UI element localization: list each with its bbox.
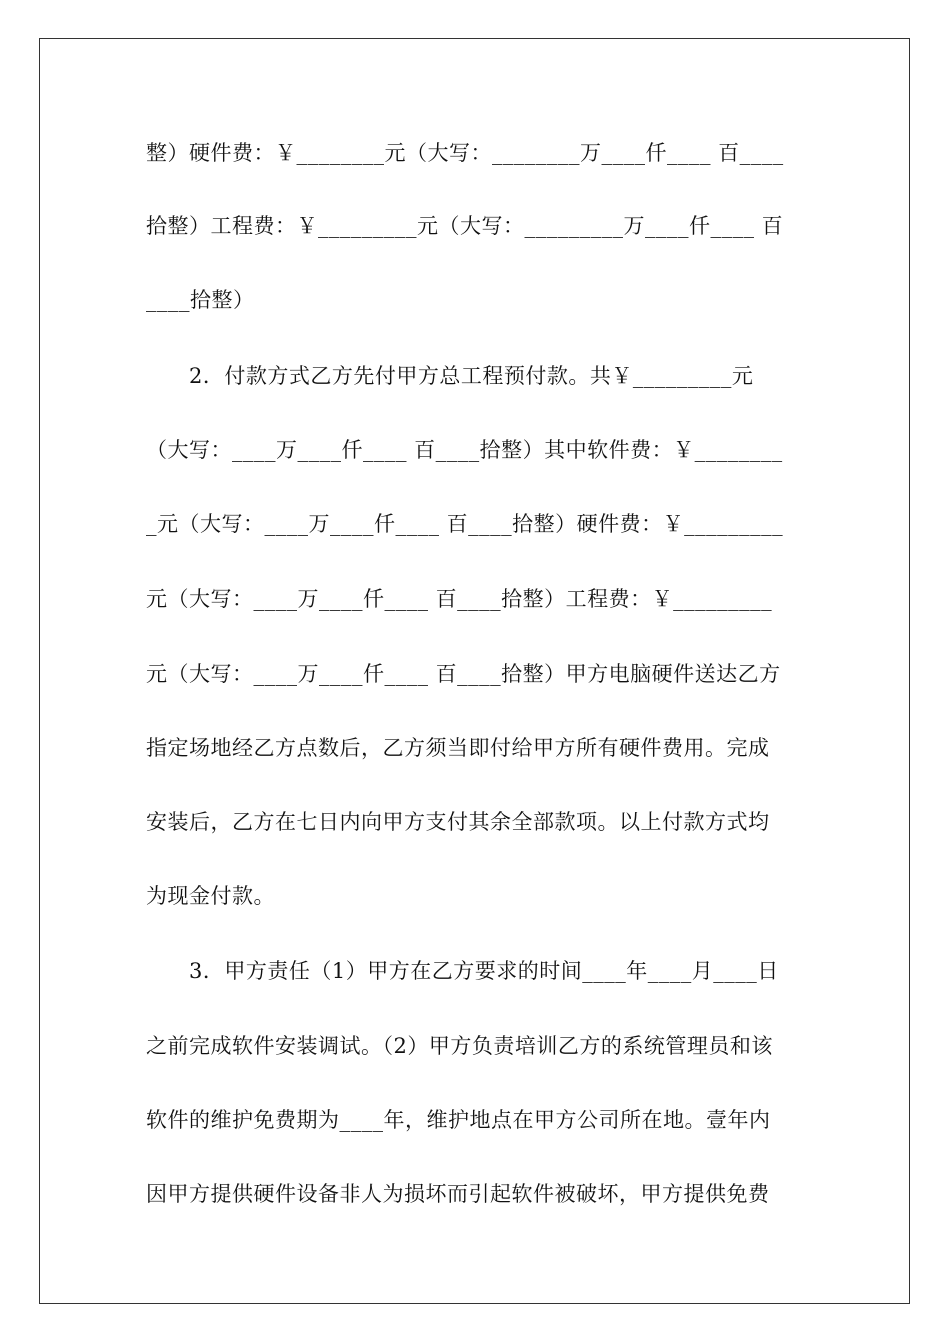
text-line: 拾整）工程费：￥_________元（大写：_________万____仟____ 百 <box>146 214 784 238</box>
paragraph-3-start: 3．甲方责任（1）甲方在乙方要求的时间____年____月____日 <box>146 959 779 983</box>
text-line: 整）硬件费：￥________元（大写：________万____仟____ 百____ <box>146 141 784 165</box>
text-line: 之前完成软件安装调试。（2）甲方负责培训乙方的系统管理员和该 <box>146 1034 773 1058</box>
text-line: 为现金付款。 <box>146 884 275 908</box>
text-line: _元（大写：____万____仟____ 百____拾整）硬件费：￥_________ <box>146 512 784 536</box>
text-line: （大写：____万____仟____ 百____拾整）其中软件费：￥________ <box>146 438 783 462</box>
text-line: 元（大写：____万____仟____ 百____拾整）甲方电脑硬件送达乙方 <box>146 662 781 686</box>
paragraph-2-start: 2．付款方式乙方先付甲方总工程预付款。共￥_________元 <box>146 364 754 388</box>
text-line: 安装后，乙方在七日内向甲方支付其余全部款项。以上付款方式均 <box>146 810 770 834</box>
text-line: 软件的维护免费期为____年，维护地点在甲方公司所在地。壹年内 <box>146 1108 771 1132</box>
text-line: 因甲方提供硬件设备非人为损坏而引起软件被破坏，甲方提供免费 <box>146 1182 770 1206</box>
text-line: ____拾整） <box>146 288 255 312</box>
text-line: 指定场地经乙方点数后，乙方须当即付给甲方所有硬件费用。完成 <box>146 736 770 760</box>
text-line: 元（大写：____万____仟____ 百____拾整）工程费：￥_________ <box>146 587 773 611</box>
